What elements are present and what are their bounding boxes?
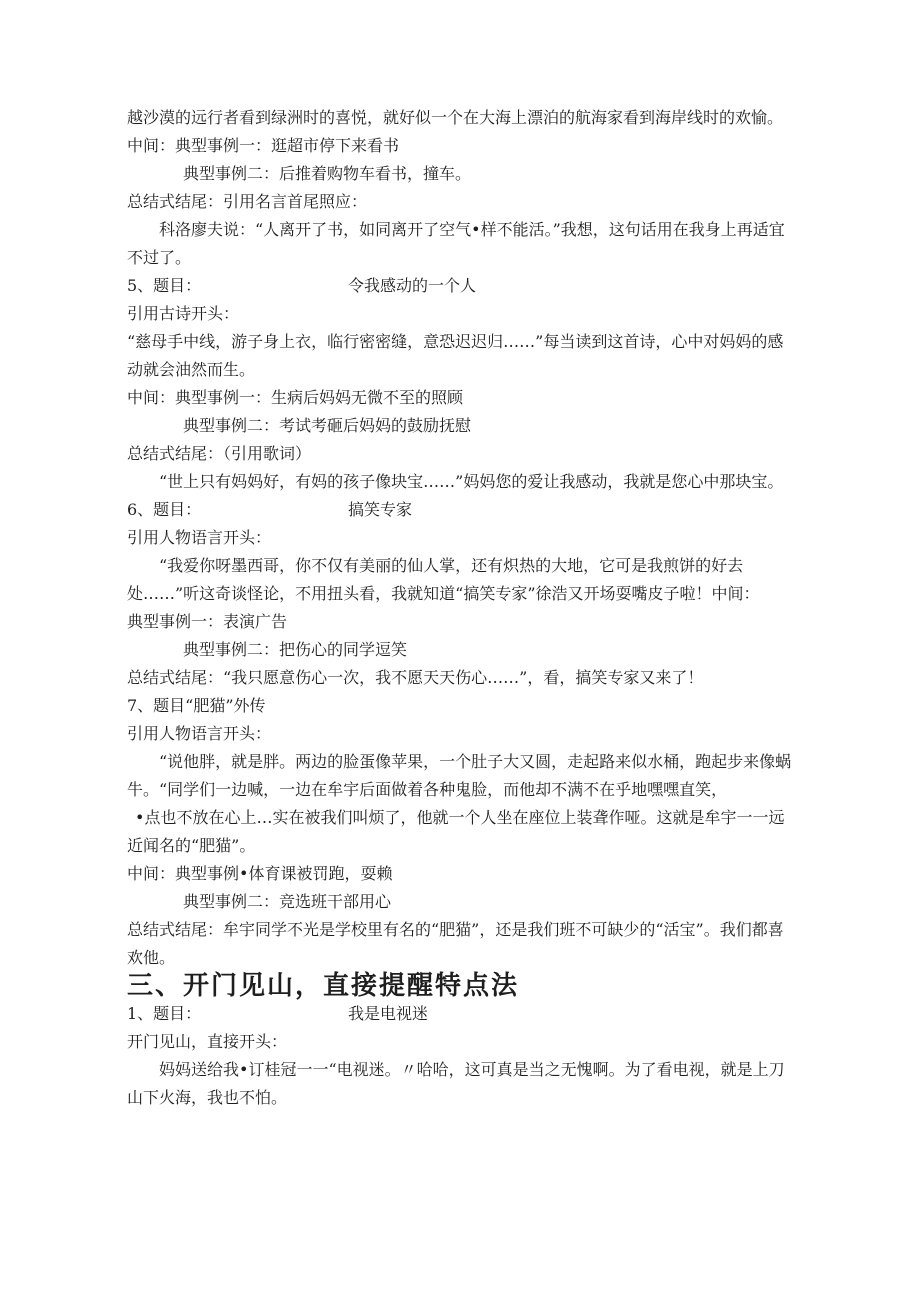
essay6-number-label: 6、题目：	[127, 500, 202, 519]
essay7-opening-para2: •点也不放在心上…实在被我们叫烦了，他就一个人坐在座位上装聋作哑。这就是牟宇一一远近闻名的“肥猫”。	[127, 808, 785, 855]
essay7-middle-example2: 典型事例二：竞选班干部用心	[183, 892, 392, 911]
section3-essay1-title-line	[127, 1000, 795, 1028]
essay7-middle-example1: 中间：典型事例•体育课被罚跑，耍赖	[127, 864, 393, 883]
essay5-ending-label: 总结式结尾：（引用歌词）	[127, 444, 312, 463]
essay5-middle-example2: 典型事例二：考试考砸后妈妈的鼓励抚慰	[183, 416, 472, 435]
essay5-middle-example1: 中间：典型事例一：生病后妈妈无微不至的照顾	[127, 388, 464, 407]
section3-heading: 三、开门见山，直接提醒特点法	[127, 971, 520, 1001]
essay6-ending-line: 总结式结尾：“我只愿意伤心一次，我不愿天天伤心……”，看，搞笑专家又来了！	[127, 668, 704, 687]
essay4-middle-example2: 典型事例二：后推着购物车看书，撞车。	[183, 164, 472, 183]
essay5-opening-para: “慈母手中线，游子身上衣，临行密密缝，意恐迟迟归……”每当读到这首诗，心中对妈妈的感动就会油然而生。	[127, 332, 784, 379]
essay6-middle-example2: 典型事例二：把伤心的同学逗笑	[183, 640, 408, 659]
essay6-title-line	[127, 496, 795, 524]
essay5-ending-quote: “世上只有妈妈好，有妈的孩子像块宝……”妈妈您的爱让我感动，我就是您心中那块宝。	[159, 472, 784, 491]
essay4-opening-line: 越沙漠的远行者看到绿洲时的喜悦，就好似一个在大海上漂泊的航海家看到海岸线时的欢愉。	[127, 108, 784, 127]
essay5-opening-label: 引用古诗开头：	[127, 304, 240, 323]
essay7-opening-label: 引用人物语言开头：	[127, 724, 272, 743]
essay4-middle-example1: 中间：典型事例一：逛超市停下来看书	[127, 136, 400, 155]
essay6-title: 搞笑专家	[348, 500, 413, 519]
essay6-opening-para: “我爱你呀墨西哥，你不仅有美丽的仙人掌，还有炽热的大地，它可是我煎饼的好去处……”听这奇谈怪论，不用扭头看，我就知道“搞笑专家”徐浩又开场耍嘴皮子啦！中间：	[127, 556, 760, 603]
essay7-opening-para1: “说他胖，就是胖。两边的脸蛋像苹果，一个肚子大又圆，走起路来似水桶，跑起步来像蜗牛。“同学们一边喊，一边在牟宇后面做着各种鬼脸，而他却不满不在乎地嘿嘿直笑，	[127, 752, 792, 799]
essay7-ending-line: 总结式结尾：牟宇同学不光是学校里有名的“肥猫”，还是我们班不可缺少的“活宝”。我们都喜欢他。	[127, 920, 784, 967]
essay7-title-line: 7、题目“肥猫”外传	[127, 696, 266, 715]
section3-essay1-opening-para: 妈妈送给我•订桂冠一一“电视迷。〃哈哈，这可真是当之无愧啊。为了看电视，就是上刀山下火海，我也不怕。	[127, 1060, 785, 1107]
section3-essay1-number-label: 1、题目：	[127, 1004, 202, 1023]
essay5-title-line	[127, 272, 795, 300]
essay4-ending-quote: 科洛廖夫说：“人离开了书，如同离开了空气•样不能活。”我想，这句话用在我身上再适宜不过了。	[127, 220, 785, 267]
essay5-number-label: 5、题目：	[127, 276, 202, 295]
essay6-opening-label: 引用人物语言开头：	[127, 528, 272, 547]
section3-essay1-opening-label: 开门见山，直接开头：	[127, 1032, 288, 1051]
essay6-middle-example1: 典型事例一：表演广告	[127, 612, 288, 631]
section3-essay1-title: 我是电视迷	[348, 1004, 429, 1023]
essay5-title: 令我感动的一个人	[348, 276, 477, 295]
essay4-ending-label: 总结式结尾：引用名言首尾照应：	[127, 192, 368, 211]
